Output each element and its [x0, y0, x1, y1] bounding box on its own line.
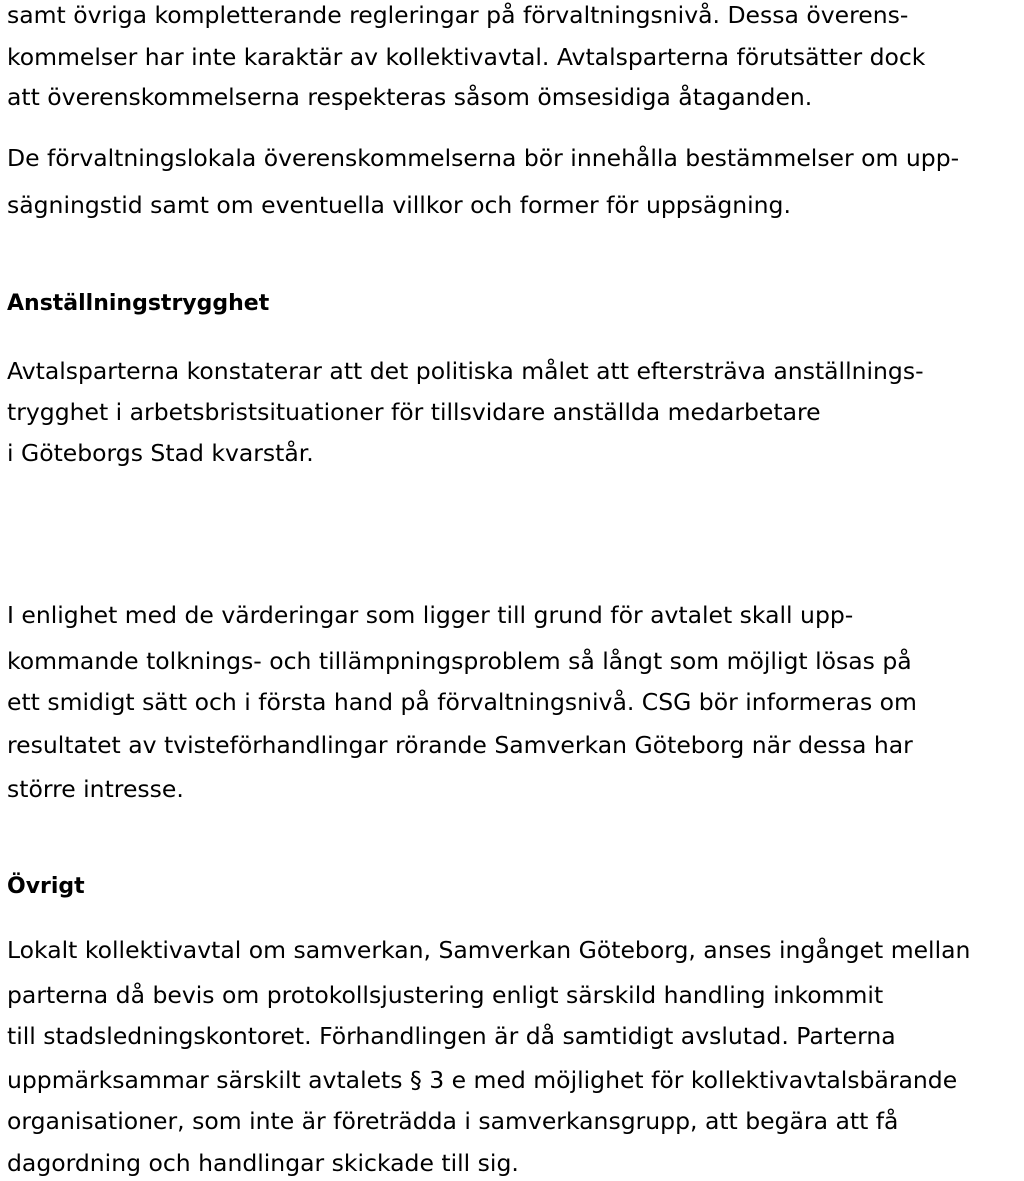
paragraph-line: till stadsledningskontoret. Förhandlingen är då samtidigt avslutad. Parterna — [7, 1022, 896, 1050]
paragraph-line: ett smidigt sätt och i första hand på förvaltningsnivå. CSG bör informeras om — [7, 688, 917, 716]
paragraph-line: dagordning och handlingar skickade till sig. — [7, 1149, 519, 1177]
paragraph-line: uppmärksammar särskilt avtalets § 3 e med möjlighet för kollektivavtalsbärande — [7, 1066, 958, 1094]
paragraph-line: De förvaltningslokala överenskommelserna bör innehålla bestämmelser om upp- — [7, 144, 960, 172]
paragraph-line: kommande tolknings- och tillämpningsproblem så långt som möjligt lösas på — [7, 647, 912, 675]
paragraph-line: trygghet i arbetsbristsituationer för tillsvidare anställda medarbetare — [7, 398, 821, 426]
paragraph-line: resultatet av tvisteförhandlingar rörande Samverkan Göteborg när dessa har — [7, 731, 913, 759]
paragraph-line: organisationer, som inte är företrädda i samverkansgrupp, att begära att få — [7, 1107, 899, 1135]
paragraph-line: att överenskommelserna respekteras såsom ömsesidiga åtaganden. — [7, 83, 813, 111]
paragraph-line: större intresse. — [7, 775, 184, 803]
paragraph-line: Lokalt kollektivavtal om samverkan, Samverkan Göteborg, anses ingånget mellan — [7, 936, 971, 964]
paragraph-line: Avtalsparterna konstaterar att det politiska målet att eftersträva anställnings- — [7, 357, 924, 385]
paragraph-line: sägningstid samt om eventuella villkor och former för uppsägning. — [7, 191, 791, 219]
paragraph-line: kommelser har inte karaktär av kollektivavtal. Avtalsparterna förutsätter dock — [7, 43, 926, 71]
paragraph-line: parterna då bevis om protokollsjustering enligt särskild handling inkommit — [7, 981, 884, 1009]
section-heading-employment: Anställningstrygghet — [7, 291, 270, 316]
paragraph-line: i Göteborgs Stad kvarstår. — [7, 439, 314, 467]
section-heading-other: Övrigt — [7, 874, 85, 899]
paragraph-line: samt övriga kompletterande regleringar på förvaltningsnivå. Dessa överens- — [7, 1, 909, 29]
paragraph-line: I enlighet med de värderingar som ligger till grund för avtalet skall upp- — [7, 601, 854, 629]
